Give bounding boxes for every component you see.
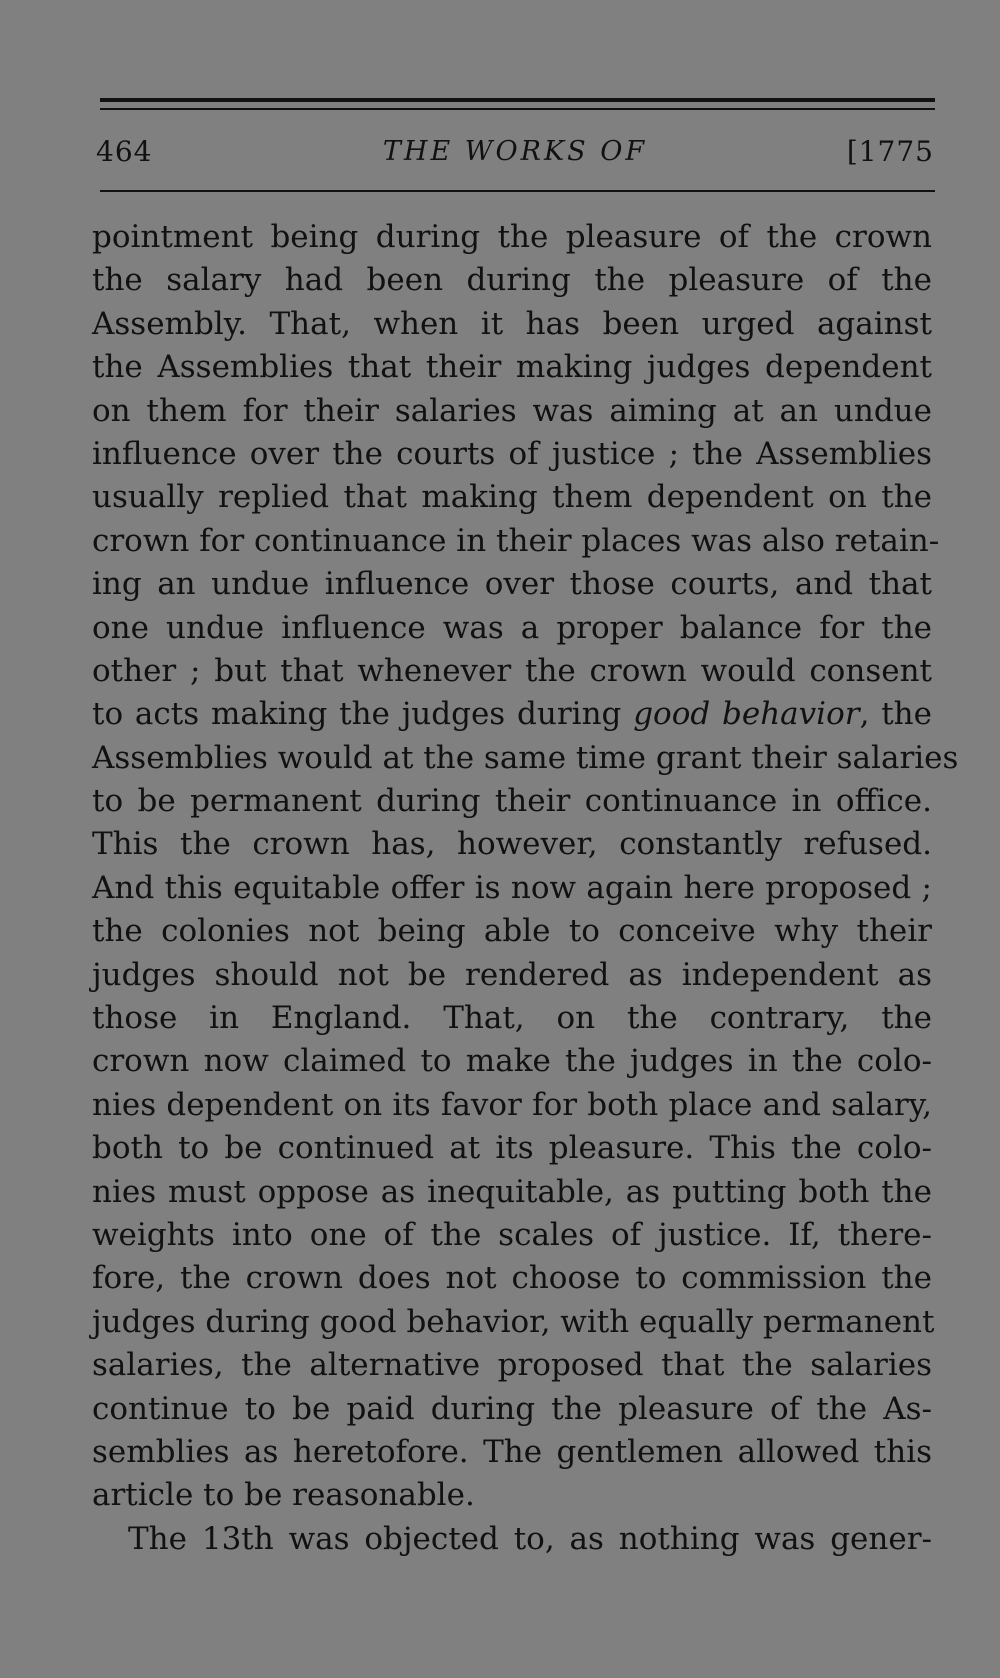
header-rule-thick: [100, 98, 935, 102]
text-line: nies must oppose as inequitable, as putting both the: [92, 1173, 932, 1210]
text-line: the Assemblies that their making judges dependent: [92, 349, 932, 386]
running-head: [96, 132, 934, 172]
text-line: both to be continued at its pleasure. This the colo-: [92, 1130, 932, 1167]
text-line: usually replied that making them dependent on the: [92, 479, 932, 516]
italic-phrase: good behavior: [633, 696, 860, 733]
text-fragment: , the: [859, 696, 932, 733]
page-number: 464: [96, 135, 153, 168]
text-line: fore, the crown does not choose to commission the: [92, 1260, 932, 1297]
text-line: crown for continuance in their places was also retain-: [92, 522, 940, 559]
text-line: judges should not be rendered as independent as: [92, 956, 932, 993]
text-line: one undue influence was a proper balance for the: [92, 609, 932, 646]
text-line: This the crown has, however, constantly refused.: [92, 826, 932, 863]
running-head-title: THE WORKS OF: [382, 136, 648, 167]
text-line: article to be reasonable.: [92, 1477, 475, 1514]
text-line: And this equitable offer is now again here proposed ;: [92, 869, 932, 906]
body-text: [92, 216, 959, 1561]
text-line: on them for their salaries was aiming at an undue: [92, 392, 932, 429]
text-line: salaries, the alternative proposed that the salaries: [92, 1347, 932, 1384]
text-line: Assemblies would at the same time grant their salaries: [92, 739, 959, 776]
text-line: other ; but that whenever the crown would consent: [92, 652, 932, 689]
text-line: the colonies not being able to conceive why their: [92, 913, 932, 950]
text-line: Assembly. That, when it has been urged against: [92, 305, 932, 342]
running-head-year: [1775: [846, 135, 934, 168]
running-head-rule: [100, 190, 935, 192]
text-line: to be permanent during their continuance in office.: [92, 783, 932, 820]
text-line: crown now claimed to make the judges in the colo-: [92, 1043, 932, 1080]
text-line: ing an undue influence over those courts, and that: [92, 566, 932, 603]
text-line: pointment being during the pleasure of the crown: [92, 219, 932, 255]
header-rule-thin: [100, 108, 935, 110]
text-fragment: to acts making the judges during: [92, 696, 622, 733]
text-line: those in England. That, on the contrary, the: [92, 1000, 932, 1037]
text-line: nies dependent on its favor for both place and salary,: [92, 1086, 932, 1123]
text-line: influence over the courts of justice ; the Assemblies: [92, 435, 932, 472]
text-line-with-italic: [92, 693, 932, 736]
paragraph-start-line: The 13th was objected to, as nothing was gener-: [128, 1520, 932, 1557]
text-line: weights into one of the scales of justice. If, there-: [92, 1216, 932, 1253]
text-line: the salary had been during the pleasure of the: [92, 262, 932, 299]
text-line: judges during good behavior, with equally permanent: [92, 1303, 935, 1340]
text-line: continue to be paid during the pleasure of the As-: [92, 1390, 932, 1427]
text-line: semblies as heretofore. The gentlemen allowed this: [92, 1433, 932, 1470]
